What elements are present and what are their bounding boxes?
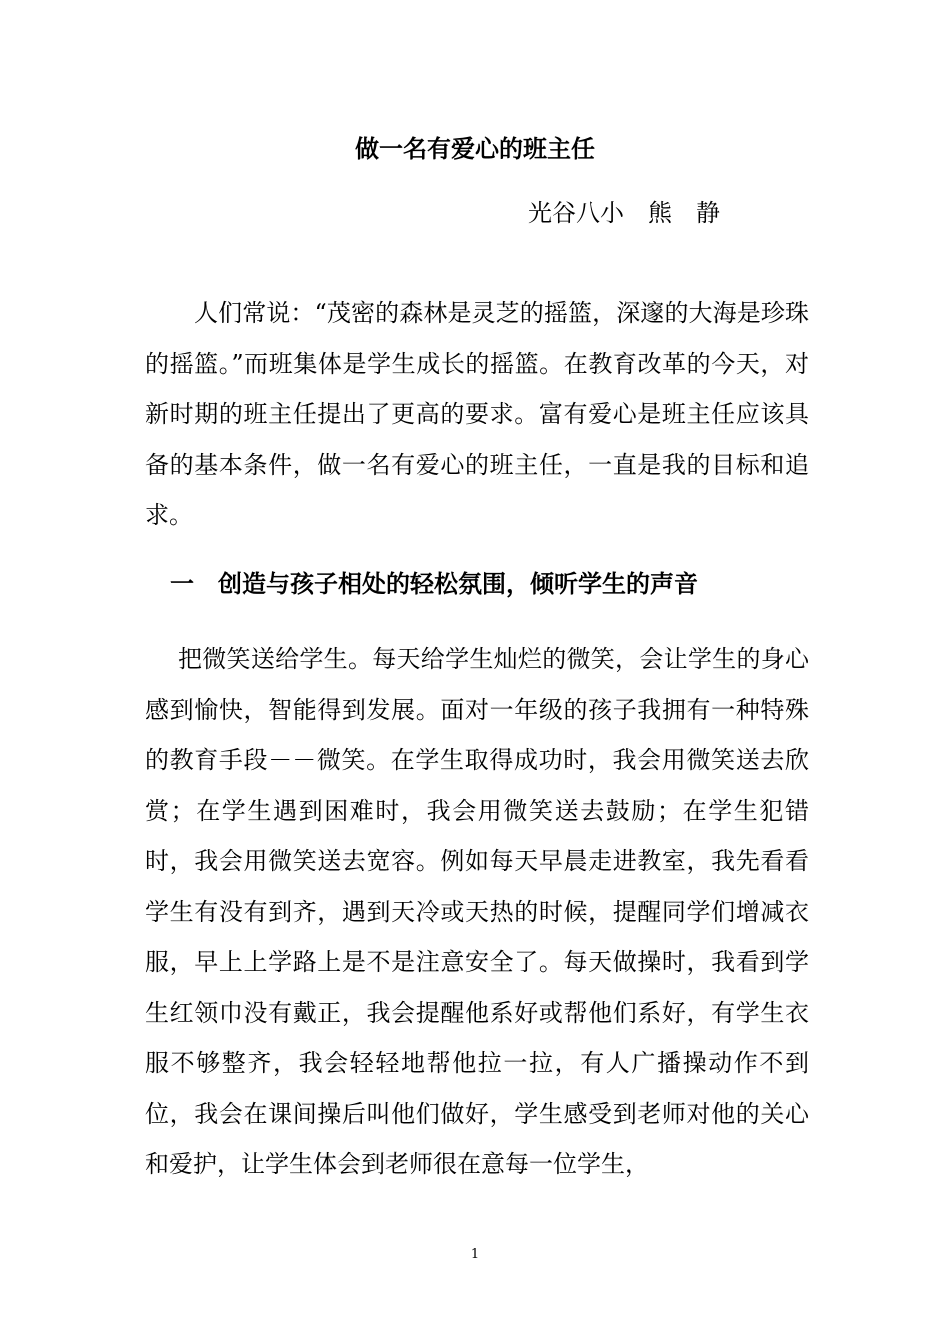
page-number: 1 — [470, 1247, 480, 1262]
section-paragraph: 把微笑送给学生。每天给学生灿烂的微笑，会让学生的身心感到愉快，智能得到发展。面对一年级的孩子我拥有一种特殊的教育手段－－微笑。在学生取得成功时，我会用微笑送去欣赏；在学生遇到困难时，我会用微笑送去鼓励；在学生犯错时，我会用微笑送去宽容。例如每天早晨走进教室，我先看看学生有没有到齐，遇到天冷或天热的时候，提醒同学们增减衣服，早上上学路上是不是注意安全了。每天做操时，我看到学生红领巾没有戴正，我会提醒他系好或帮他们系好，有学生衣服不够整齐，我会轻轻地帮他拉一拉，有人广播操动作不到位，我会在课间操后叫他们做好，学生感受到老师对他的关心和爱护，让学生体会到老师很在意每一位学生， — [145, 645, 809, 1178]
document-title: 做一名有爱心的班主任 — [355, 134, 595, 163]
section-heading: 一 创造与孩子相处的轻松氛围，倾听学生的声音 — [170, 569, 698, 598]
intro-paragraph: 人们常说：“茂密的森林是灵芝的摇篮，深邃的大海是珍珠的摇篮。”而班集体是学生成长的摇篮。在教育改革的今天，对新时期的班主任提出了更高的要求。富有爱心是班主任应该具备的基本条件，做一名有爱心的班主任，一直是我的目标和追求。 — [145, 299, 809, 529]
author-line: 光谷八小 熊 静 — [528, 199, 720, 227]
